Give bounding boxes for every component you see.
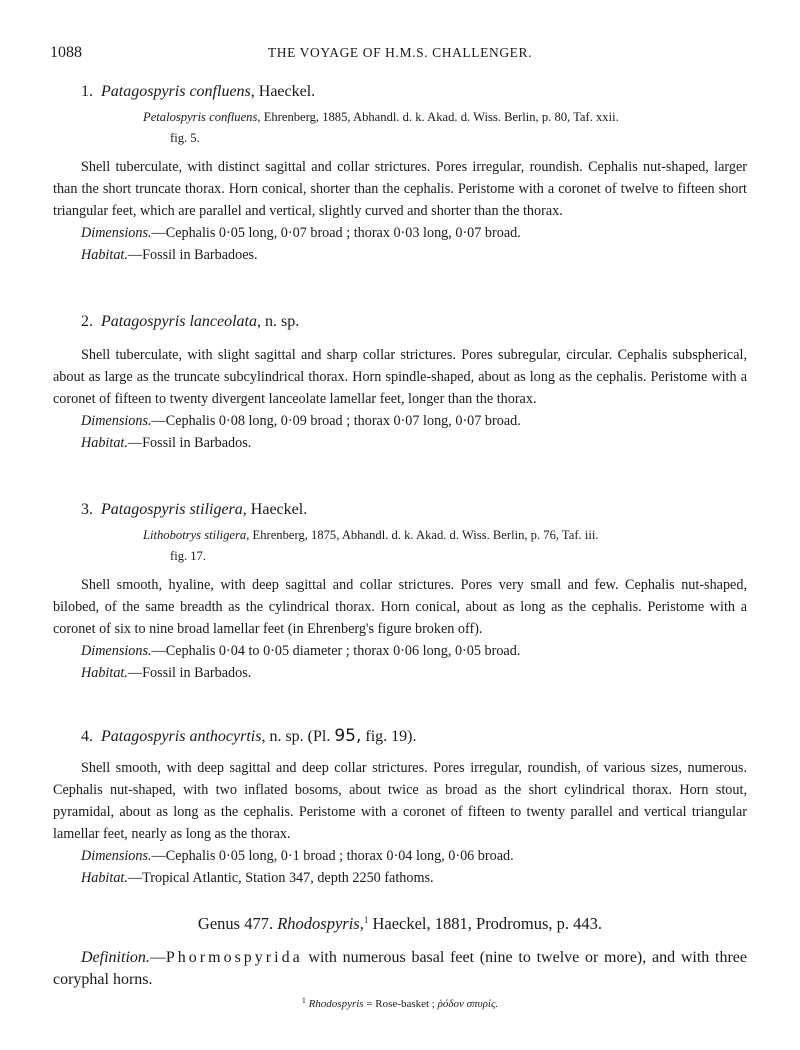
- footnote-reference: 1: [363, 915, 369, 925]
- species-description: Shell tuberculate, with slight sagittal and sharp collar strictures. Pores subregular, circular. Cephalis subspherical, about as large as the truncate subcylindrical thorax. Horn spindle-shaped, about as long as the cephalis. Peristome with a coronet of fifteen to twenty divergent lanceolate lamellar feet, longer than the thorax.: [53, 347, 747, 407]
- habitat-value: —Fossil in Barbadoes.: [127, 247, 258, 263]
- species-heading: [53, 726, 747, 747]
- footnote: [0, 996, 800, 1010]
- species-description: Shell tuberculate, with distinct sagittal and collar strictures. Pores irregular, roundish. Cephalis nut-shaped, larger than the short truncate thorax. Horn conical, shorter than the cephalis. Peristome with a coronet of twelve to fifteen short triangular feet, which are parallel and vertical, slightly curved and shorter than the thorax.: [53, 159, 747, 219]
- species-heading: [53, 500, 747, 520]
- species-name: Patagospyris stiligera: [101, 501, 243, 518]
- species-name: Patagospyris confluens: [101, 83, 251, 100]
- genus-heading: [0, 914, 800, 934]
- species-authority: , n. sp. (Pl.: [261, 728, 335, 745]
- habitat-value: —Fossil in Barbados.: [127, 435, 252, 451]
- synonym-continuation: fig. 5.: [170, 131, 200, 145]
- footnote-greek: ῥόδον σπυρίς.: [437, 998, 499, 1010]
- synonym-citation: [53, 107, 747, 149]
- dimensions-label: Dimensions.: [81, 225, 152, 241]
- definition-text: with numerous basal feet (nine to twelve or more), and with three coryphal horns.: [53, 949, 747, 988]
- dimensions-value: —Cephalis 0·04 to 0·05 diameter ; thorax 0·06 long, 0·05 broad.: [151, 643, 521, 659]
- genus-citation: Haeckel, 1881, Prodromus, p. 443.: [368, 914, 603, 933]
- species-heading: [53, 82, 747, 102]
- definition-dash: —: [149, 949, 166, 966]
- synonym-continuation: fig. 17.: [170, 549, 207, 563]
- species-name: Patagospyris anthocyrtis: [101, 728, 262, 745]
- species-authority: , Haeckel.: [250, 83, 316, 100]
- species-description: Shell smooth, hyaline, with deep sagittal and collar strictures. Pores very small and few. Cephalis nut-shaped, bilobed, of the same breadth as the cylindrical thorax. Horn conical, about as long as the cephalis. Peristome with a coronet of six to nine broad lamellar feet (in Ehrenberg's figure broken off).: [53, 577, 747, 637]
- habitat-line: [53, 662, 747, 684]
- dimensions-line: [53, 640, 747, 662]
- synonym-reference: , Ehrenberg, 1885, Abhandl. d. k. Akad. d. Wiss. Berlin, p. 80, Taf. xxii.: [257, 110, 619, 124]
- figure-reference: fig. 19).: [361, 728, 417, 745]
- dimensions-label: Dimensions.: [81, 848, 152, 864]
- habitat-line: [53, 432, 747, 454]
- habitat-label: Habitat.: [81, 435, 128, 451]
- dimensions-value: —Cephalis 0·08 long, 0·09 broad ; thorax 0·07 long, 0·07 broad.: [151, 413, 521, 429]
- definition-family: Phormospyrida: [165, 949, 303, 966]
- plate-number: 95,: [334, 726, 362, 746]
- genus-definition: [53, 947, 747, 991]
- species-entry-1: [53, 82, 747, 266]
- species-number: 3.: [81, 501, 93, 518]
- species-entry-4: [53, 726, 747, 889]
- species-name: Patagospyris lanceolata: [101, 313, 257, 330]
- genus-name: Rhodospyris,: [277, 914, 364, 933]
- footnote-mark: 1: [301, 996, 306, 1005]
- synonym-name: Petalospyris confluens: [143, 110, 258, 124]
- habitat-label: Habitat.: [81, 665, 128, 681]
- synonym-reference: , Ehrenberg, 1875, Abhandl. d. k. Akad. d. Wiss. Berlin, p. 76, Taf. iii.: [246, 528, 599, 542]
- page-number: 1088: [50, 44, 82, 61]
- species-number: 1.: [81, 83, 93, 100]
- dimensions-label: Dimensions.: [81, 643, 152, 659]
- habitat-value: —Tropical Atlantic, Station 347, depth 2250 fathoms.: [127, 870, 434, 886]
- footnote-term: Rhodospyris: [308, 998, 364, 1010]
- running-title: THE VOYAGE OF H.M.S. CHALLENGER.: [267, 45, 533, 60]
- footnote-text: = Rose-basket ;: [363, 998, 438, 1010]
- species-entry-3: [53, 500, 747, 684]
- synonym-citation: [53, 525, 747, 567]
- definition-label: Definition.: [81, 949, 150, 966]
- habitat-line: [53, 244, 747, 266]
- species-number: 4.: [81, 728, 93, 745]
- dimensions-value: —Cephalis 0·05 long, 0·1 broad ; thorax 0·04 long, 0·06 broad.: [151, 848, 514, 864]
- species-description: Shell smooth, with deep sagittal and deep collar strictures. Pores irregular, roundish, of various sizes, numerous. Cephalis nut-shaped, with two inflated bosoms, about twice as broad as the short cylindrical thorax. Horn stout, pyramidal, about as long as the cephalis. Peristome with a coronet of fifteen to twenty parallel and vertical triangular lamellar feet, nearly as long as the thorax.: [53, 760, 747, 842]
- dimensions-line: [53, 845, 747, 867]
- species-heading: [53, 312, 747, 332]
- synonym-name: Lithobotrys stiligera: [143, 528, 247, 542]
- dimensions-label: Dimensions.: [81, 413, 152, 429]
- species-authority: , Haeckel.: [242, 501, 308, 518]
- running-head: [0, 44, 800, 66]
- habitat-label: Habitat.: [81, 870, 128, 886]
- species-authority: , n. sp.: [256, 313, 300, 330]
- dimensions-line: [53, 222, 747, 244]
- habitat-value: —Fossil in Barbados.: [127, 665, 252, 681]
- habitat-line: [53, 867, 747, 889]
- genus-prefix: Genus 477.: [197, 914, 278, 933]
- dimensions-value: —Cephalis 0·05 long, 0·07 broad ; thorax 0·03 long, 0·07 broad.: [151, 225, 521, 241]
- species-number: 2.: [81, 313, 93, 330]
- habitat-label: Habitat.: [81, 247, 128, 263]
- dimensions-line: [53, 410, 747, 432]
- species-entry-2: [53, 312, 747, 454]
